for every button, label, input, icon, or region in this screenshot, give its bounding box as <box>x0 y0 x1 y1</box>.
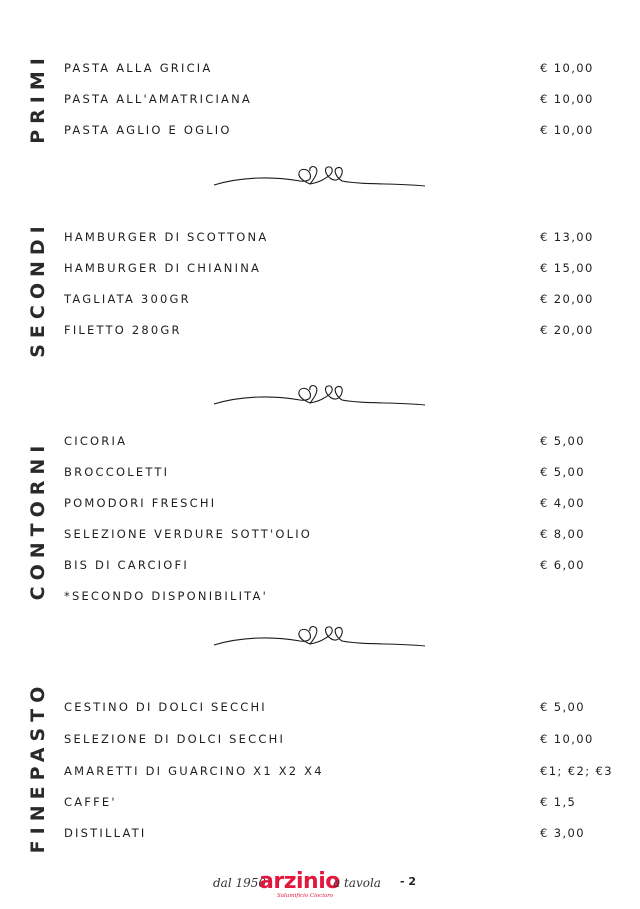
logo-tagline-text: Salumificio Ciociaro <box>277 893 334 899</box>
section-title-contorni: CONTORNI <box>27 439 49 601</box>
menu-item <box>0 795 640 815</box>
page-number: - 2 <box>400 875 417 888</box>
section-title-finepasto: FINEPASTO <box>27 680 49 854</box>
item-name: CAFFE' <box>64 795 117 809</box>
item-price: € 6,00 <box>540 558 585 572</box>
section-title-secondi: SECONDI <box>27 220 49 358</box>
heart-divider-icon <box>212 618 427 652</box>
menu-item <box>0 292 640 312</box>
item-name: DISTILLATI <box>64 826 147 840</box>
item-price: € 8,00 <box>540 527 585 541</box>
item-name: CESTINO DI DOLCI SECCHI <box>64 700 267 714</box>
menu-item <box>0 434 640 454</box>
item-price: € 10,00 <box>540 732 594 746</box>
menu-item <box>0 61 640 81</box>
availability-note: *SECONDO DISPONIBILITA' <box>64 589 268 603</box>
menu-item <box>0 527 640 547</box>
menu-item <box>0 92 640 112</box>
item-name: FILETTO 280GR <box>64 323 182 337</box>
item-price: € 4,00 <box>540 496 585 510</box>
logo-brand-text: arzinio <box>259 869 340 894</box>
item-name: PASTA ALL'AMATRICIANA <box>64 92 252 106</box>
item-name: HAMBURGER DI SCOTTONA <box>64 230 269 244</box>
menu-item <box>0 323 640 343</box>
item-price: € 5,00 <box>540 434 585 448</box>
item-price: € 1,5 <box>540 795 577 809</box>
menu-item <box>0 558 640 578</box>
menu-item <box>0 764 640 784</box>
item-name: BROCCOLETTI <box>64 465 170 479</box>
item-name: SELEZIONE DI DOLCI SECCHI <box>64 732 286 746</box>
menu-item <box>0 465 640 485</box>
heart-divider-icon <box>212 158 427 192</box>
item-name: PASTA AGLIO E OGLIO <box>64 123 232 137</box>
item-name: CICORIA <box>64 434 128 448</box>
menu-item <box>0 496 640 516</box>
footer-suffix: a tavola <box>333 876 381 890</box>
menu-item <box>0 700 640 720</box>
item-price: € 20,00 <box>540 323 594 337</box>
menu-item <box>0 826 640 846</box>
item-name: PASTA ALLA GRICIA <box>64 61 213 75</box>
heart-divider-icon <box>212 377 427 411</box>
item-price: € 3,00 <box>540 826 585 840</box>
item-price: € 5,00 <box>540 465 585 479</box>
item-name: AMARETTI DI GUARCINO X1 X2 X4 <box>64 764 324 778</box>
menu-item <box>0 123 640 143</box>
item-price: € 10,00 <box>540 92 594 106</box>
item-price: €1; €2; €3 <box>540 764 613 778</box>
item-name: POMODORI FRESCHI <box>64 496 217 510</box>
item-price: € 10,00 <box>540 123 594 137</box>
item-price: € 10,00 <box>540 61 594 75</box>
item-price: € 20,00 <box>540 292 594 306</box>
item-price: € 5,00 <box>540 700 585 714</box>
section-title-primi: PRIMI <box>27 52 49 144</box>
menu-item <box>0 230 640 250</box>
menu-item <box>0 732 640 752</box>
item-name: HAMBURGER DI CHIANINA <box>64 261 262 275</box>
footer-since: dal 1950 <box>213 876 267 890</box>
item-name: SELEZIONE VERDURE SOTT'OLIO <box>64 527 313 541</box>
item-price: € 15,00 <box>540 261 594 275</box>
item-name: BIS DI CARCIOFI <box>64 558 189 572</box>
menu-item <box>0 261 640 281</box>
footer <box>213 869 453 902</box>
item-price: € 13,00 <box>540 230 594 244</box>
item-name: TAGLIATA 300GR <box>64 292 191 306</box>
